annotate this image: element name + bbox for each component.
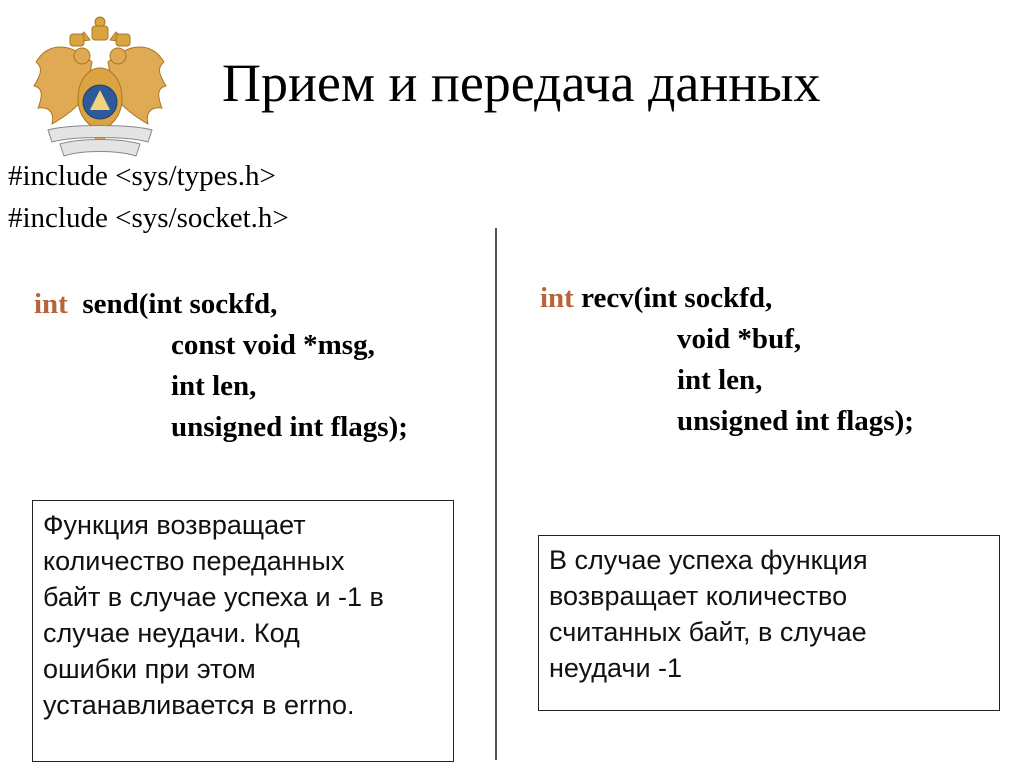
send-note-line: Функция возвращает	[43, 510, 306, 540]
send-description-box	[32, 500, 454, 762]
slide-title: Прием и передача данных	[222, 53, 821, 113]
recv-note-line: В случае успеха функция	[549, 545, 868, 575]
recv-note-line: неудачи -1	[549, 653, 683, 683]
recv-description-box	[538, 535, 1000, 711]
recv-return-type: int	[540, 282, 574, 314]
send-line-3: int len,	[171, 370, 257, 402]
send-note-line: устанавливается в errno.	[43, 690, 355, 720]
recv-line-1: recv(int sockfd,	[581, 282, 773, 314]
column-divider	[495, 228, 497, 760]
university-emblem-icon	[30, 12, 170, 162]
recv-note-line: возвращает количество	[549, 581, 848, 611]
send-note-line: случае неудачи. Код	[43, 618, 300, 648]
include-types-line: #include <sys/types.h>	[8, 160, 276, 192]
include-socket-line: #include <sys/socket.h>	[8, 202, 289, 234]
recv-line-4: unsigned int flags);	[677, 405, 914, 437]
send-line-4: unsigned int flags);	[171, 411, 408, 443]
send-note-line: байт в случае успеха и -1 в	[43, 582, 384, 612]
send-note-line: ошибки при этом	[43, 654, 256, 684]
recv-line-3: int len,	[677, 364, 763, 396]
send-return-type: int	[34, 288, 68, 320]
send-line-2: const void *msg,	[171, 329, 375, 361]
send-signature	[34, 284, 408, 448]
recv-line-2: void *buf,	[677, 323, 802, 355]
send-note-line: количество переданных	[43, 546, 345, 576]
recv-note-line: считанных байт, в случае	[549, 617, 867, 647]
recv-signature	[540, 278, 914, 442]
send-line-1: send(int sockfd,	[82, 288, 278, 320]
